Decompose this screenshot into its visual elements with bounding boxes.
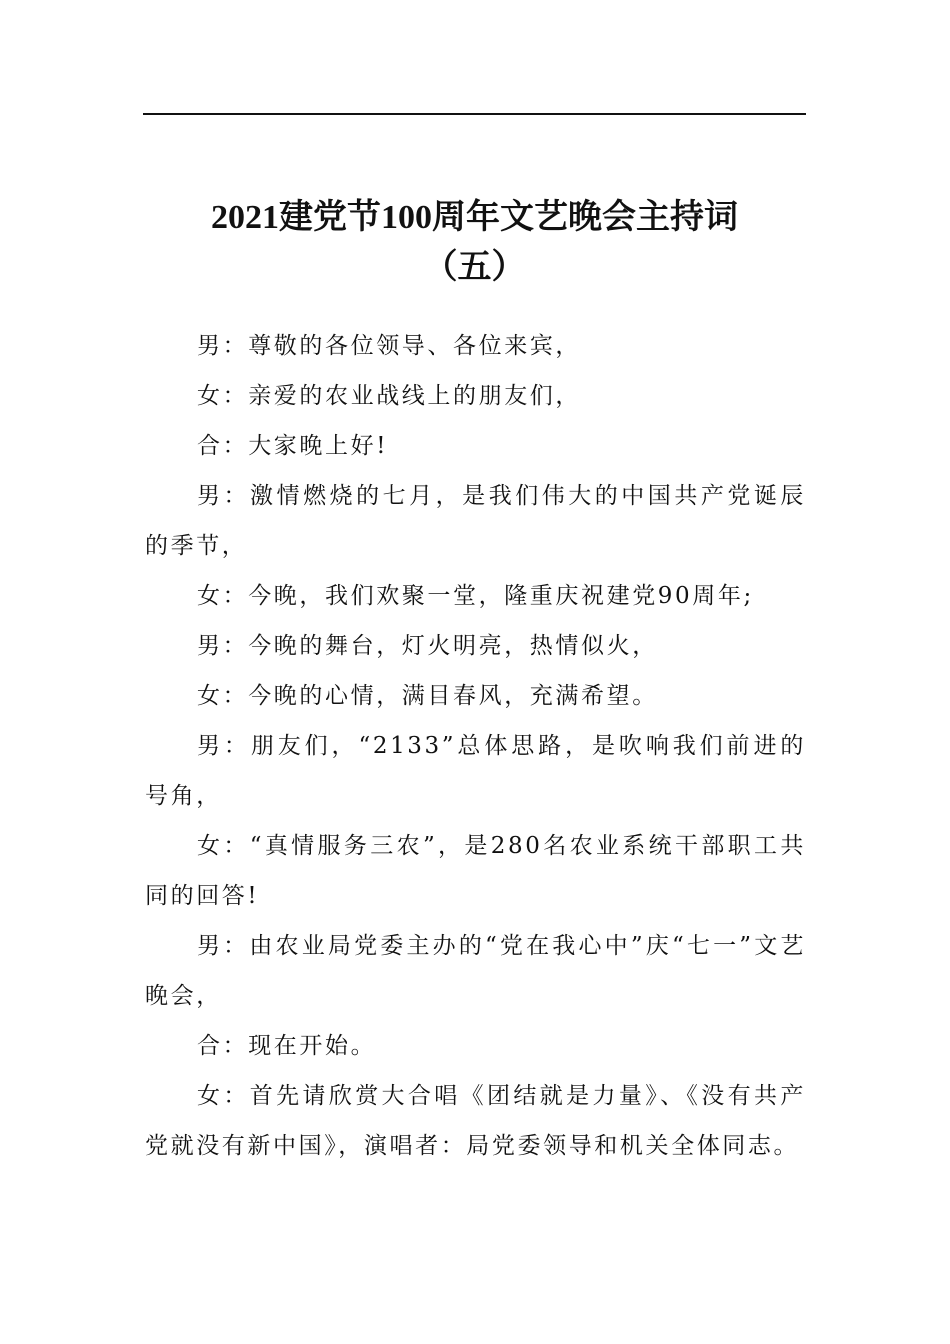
paragraph: 女：今晚，我们欢聚一堂，隆重庆祝建党90周年; (197, 583, 754, 609)
document-title (143, 193, 806, 293)
paragraph: 男：今晚的舞台，灯火明亮，热情似火， (197, 633, 658, 659)
document-body (145, 321, 806, 1171)
paragraph: 女：今晚的心情，满目春风，充满希望。 (197, 683, 658, 709)
paragraph: 女：首先请欣赏大合唱《团结就是力量》、《没有共产党就没有新中国》，演唱者：局党委领导和机关全体同志。 (145, 1083, 806, 1159)
title-line-1: 2021建党节100周年文艺晚会主持词 (211, 198, 738, 236)
paragraph: 男：尊敬的各位领导、各位来宾， (197, 333, 581, 359)
paragraph: 女：“真情服务三农”，是280名农业系统干部职工共同的回答! (145, 833, 806, 909)
paragraph: 男：由农业局党委主办的“党在我心中”庆“七一”文艺晚会， (145, 933, 806, 1009)
paragraph: 合：大家晚上好! (197, 433, 389, 459)
paragraph: 男：激情燃烧的七月，是我们伟大的中国共产党诞辰的季节， (145, 483, 806, 559)
paragraph: 合：现在开始。 (197, 1033, 377, 1059)
paragraph: 女：亲爱的农业战线上的朋友们， (197, 383, 581, 409)
paragraph: 男：朋友们，“2133”总体思路，是吹响我们前进的号角， (145, 733, 806, 809)
title-line-2: （五） (423, 248, 526, 286)
header-rule (143, 113, 806, 115)
